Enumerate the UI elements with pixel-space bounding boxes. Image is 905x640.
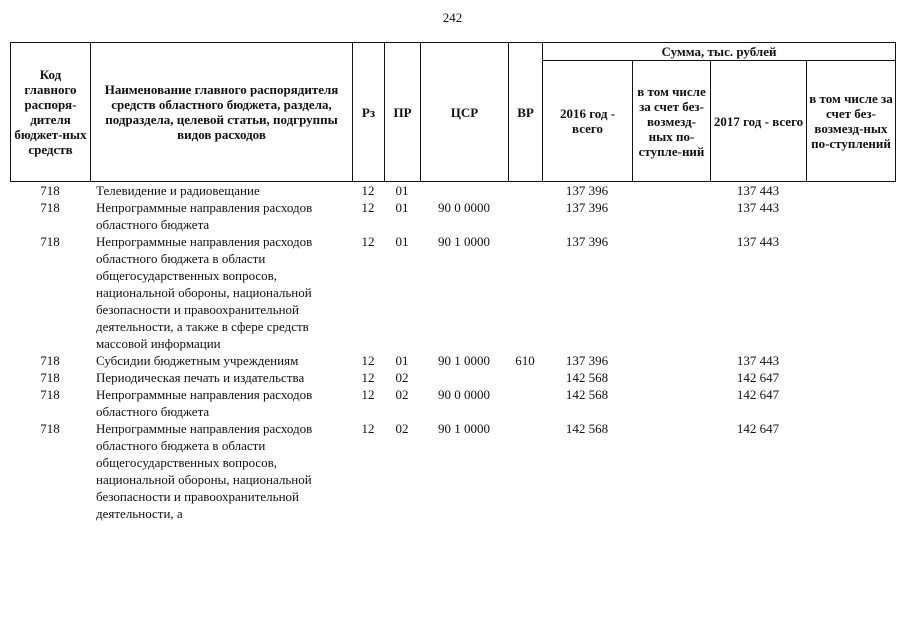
row-pr: 01 <box>395 353 409 368</box>
row-rz: 12 <box>361 421 375 436</box>
row-free-2017 <box>806 420 895 522</box>
table-header <box>10 42 896 182</box>
row-code: 718 <box>40 234 60 249</box>
header-pr: ПР <box>385 43 421 182</box>
row-code: 718 <box>40 200 60 215</box>
header-code: Код главного распоря-дителя бюджет-ных средств <box>11 43 91 182</box>
row-free-2016 <box>632 420 710 522</box>
table-row <box>10 233 895 352</box>
row-pr: 01 <box>395 183 409 198</box>
row-name: Телевидение и радиовещание <box>96 183 260 198</box>
row-sum-2017: 142 647 <box>736 370 780 385</box>
row-csr: 90 0 0000 <box>438 387 490 402</box>
row-rz: 12 <box>361 183 375 198</box>
header-name: Наименование главного распорядителя средств областного бюджета, раздела, подраздела, целевой статьи, подгруппы видов расходов <box>91 43 353 182</box>
row-csr: 90 1 0000 <box>438 234 490 249</box>
row-csr: 90 1 0000 <box>438 421 490 436</box>
row-free-2017 <box>806 386 895 420</box>
header-2017-free: в том числе за счет без-возмезд-ных по-ступлений <box>807 61 896 182</box>
row-name: Периодическая печать и издательства <box>96 370 305 385</box>
row-vr <box>508 386 542 420</box>
header-2016-free: в том числе за счет без-возмезд-ных по-ступле-ний <box>633 61 711 182</box>
row-sum-2017: 137 443 <box>736 200 780 215</box>
row-free-2016 <box>632 199 710 233</box>
header-vr: ВР <box>509 43 543 182</box>
row-rz: 12 <box>361 387 375 402</box>
row-pr: 01 <box>395 234 409 249</box>
row-name: Субсидии бюджетным учреждениям <box>96 353 299 368</box>
row-csr: 90 0 0000 <box>438 200 490 215</box>
row-pr: 02 <box>395 421 409 436</box>
row-name: Непрограммные направления расходов областного бюджета в области общегосударственных вопросов, национальной обороны, национальной безопасности и правоохранительной деятельности, а также в сфере средств массовой информации <box>96 234 313 351</box>
row-free-2017 <box>806 233 895 352</box>
row-code: 718 <box>40 370 60 385</box>
header-rz: Рз <box>353 43 385 182</box>
header-csr: ЦСР <box>421 43 509 182</box>
row-sum-2016: 142 568 <box>565 421 609 436</box>
row-name: Непрограммные направления расходов областного бюджета <box>96 387 313 419</box>
row-free-2017 <box>806 369 895 386</box>
row-sum-2016: 137 396 <box>565 200 609 215</box>
row-pr: 02 <box>395 387 409 402</box>
row-sum-2016: 137 396 <box>565 234 609 249</box>
row-vr <box>508 182 542 199</box>
row-pr: 02 <box>395 370 409 385</box>
header-2016-total: 2016 год - всего <box>543 61 633 182</box>
row-name: Непрограммные направления расходов областного бюджета в области общегосударственных вопросов, национальной обороны, национальной безопасности и правоохранительной деятельности, а <box>96 421 313 521</box>
page-number: 242 <box>442 10 463 25</box>
row-sum-2017: 142 647 <box>736 421 780 436</box>
row-free-2017 <box>806 199 895 233</box>
row-vr <box>508 199 542 233</box>
row-rz: 12 <box>361 353 375 368</box>
row-free-2016 <box>632 369 710 386</box>
row-vr <box>508 233 542 352</box>
row-free-2017 <box>806 182 895 199</box>
row-csr <box>420 182 508 199</box>
row-sum-2017: 137 443 <box>736 183 780 198</box>
row-free-2016 <box>632 386 710 420</box>
row-vr: 610 <box>515 353 535 368</box>
row-free-2016 <box>632 233 710 352</box>
row-vr <box>508 420 542 522</box>
row-vr <box>508 369 542 386</box>
header-sum: Сумма, тыс. рублей <box>543 43 896 61</box>
row-sum-2016: 142 568 <box>565 387 609 402</box>
row-rz: 12 <box>361 200 375 215</box>
table-row <box>10 199 895 233</box>
table-body <box>10 182 895 522</box>
row-sum-2017: 142 647 <box>736 387 780 402</box>
row-free-2016 <box>632 182 710 199</box>
row-sum-2016: 137 396 <box>565 183 609 198</box>
row-pr: 01 <box>395 200 409 215</box>
row-code: 718 <box>40 387 60 402</box>
row-sum-2017: 137 443 <box>736 353 780 368</box>
row-rz: 12 <box>361 370 375 385</box>
row-code: 718 <box>40 353 60 368</box>
row-free-2016 <box>632 352 710 369</box>
row-sum-2016: 137 396 <box>565 353 609 368</box>
row-code: 718 <box>40 183 60 198</box>
row-rz: 12 <box>361 234 375 249</box>
table-row <box>10 182 895 199</box>
row-code: 718 <box>40 421 60 436</box>
row-csr: 90 1 0000 <box>438 353 490 368</box>
table-row <box>10 386 895 420</box>
table-row <box>10 352 895 369</box>
row-sum-2017: 137 443 <box>736 234 780 249</box>
row-csr <box>420 369 508 386</box>
table-row <box>10 420 895 522</box>
row-sum-2016: 142 568 <box>565 370 609 385</box>
row-name: Непрограммные направления расходов областного бюджета <box>96 200 313 232</box>
table-row <box>10 369 895 386</box>
header-2017-total: 2017 год - всего <box>711 61 807 182</box>
row-free-2017 <box>806 352 895 369</box>
